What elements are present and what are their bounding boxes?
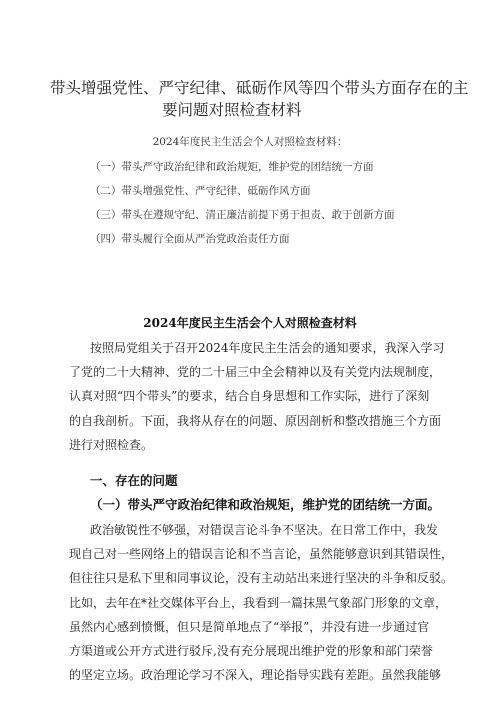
paragraph-line: 但往往只是私下里和同事议论，没有主动站出来进行坚决的斗争和反驳。 xyxy=(69,571,454,586)
body-paragraph xyxy=(69,518,454,687)
paragraph-line: 按照局党组关于召开2024年度民主生活会的通知要求，我深入学习 xyxy=(90,341,445,355)
paragraph-line: 的坚定立场。政治理论学习不深入，理论指导实践有差距。虽然我能够 xyxy=(69,668,442,683)
document-title-line: 带头增强党性、严守纪律、砥砺作风等四个带头方面存在的主 xyxy=(50,79,469,97)
section-heading: 一、存在的问题 xyxy=(90,473,178,488)
paragraph-line: 进行对照检查。 xyxy=(69,437,154,452)
toc-item: （一）带头严守政治纪律和政治规矩，维护党的团结统一方面 xyxy=(90,161,374,173)
intro-paragraph xyxy=(69,336,449,457)
toc-list xyxy=(90,155,395,251)
document-title xyxy=(50,77,469,121)
paragraph-line: 虽然内心感到愤慨，但只是简单地点了“举报”，并没有进一步通过官 xyxy=(69,619,430,634)
section-title: 2024年度民主生活会个人对照检查材料 xyxy=(143,316,357,330)
paragraph-line: 比如，去年在*社交媒体平台上，我看到一篇抹黑气象部门形象的文章， xyxy=(69,595,448,610)
toc-heading: 2024年度民主生活会个人对照检查材料： xyxy=(152,136,348,148)
paragraph-line: 方渠道或公开方式进行驳斥,没有充分展现出维护党的形象和部门荣誉 xyxy=(69,643,433,658)
paragraph-line: 现自己对一些网络上的错误言论和不当言论，虽然能够意识到其错误性， xyxy=(69,547,454,562)
paragraph-line: 的自我剖析。下面，我将从存在的问题、原因剖析和整改措施三个方面 xyxy=(69,413,442,428)
document-title-line: 要问题对照检查材料 xyxy=(162,101,302,119)
toc-item: （三）带头在遵规守纪、清正廉洁前提下勇于担责、敢于创新方面 xyxy=(90,209,395,221)
paragraph-line: 政治敏锐性不够强，对错误言论斗争不坚决。在日常工作中，我发 xyxy=(90,523,439,537)
toc-item: （四）带头履行全面从严治党政治责任方面 xyxy=(90,233,290,245)
paragraph-line: 了党的二十大精神、党的二十届三中全会精神以及有关党内法规制度， xyxy=(69,365,442,380)
subsection-heading: （一）带头严守政治纪律和政治规矩，维护党的团结统一方面。 xyxy=(90,497,441,512)
paragraph-line: 认真对照“四个带头”的要求，结合自身思想和工作实际，进行了深刻 xyxy=(69,389,430,404)
toc-item: （二）带头增强党性、严守纪律、砥砺作风方面 xyxy=(90,185,311,197)
